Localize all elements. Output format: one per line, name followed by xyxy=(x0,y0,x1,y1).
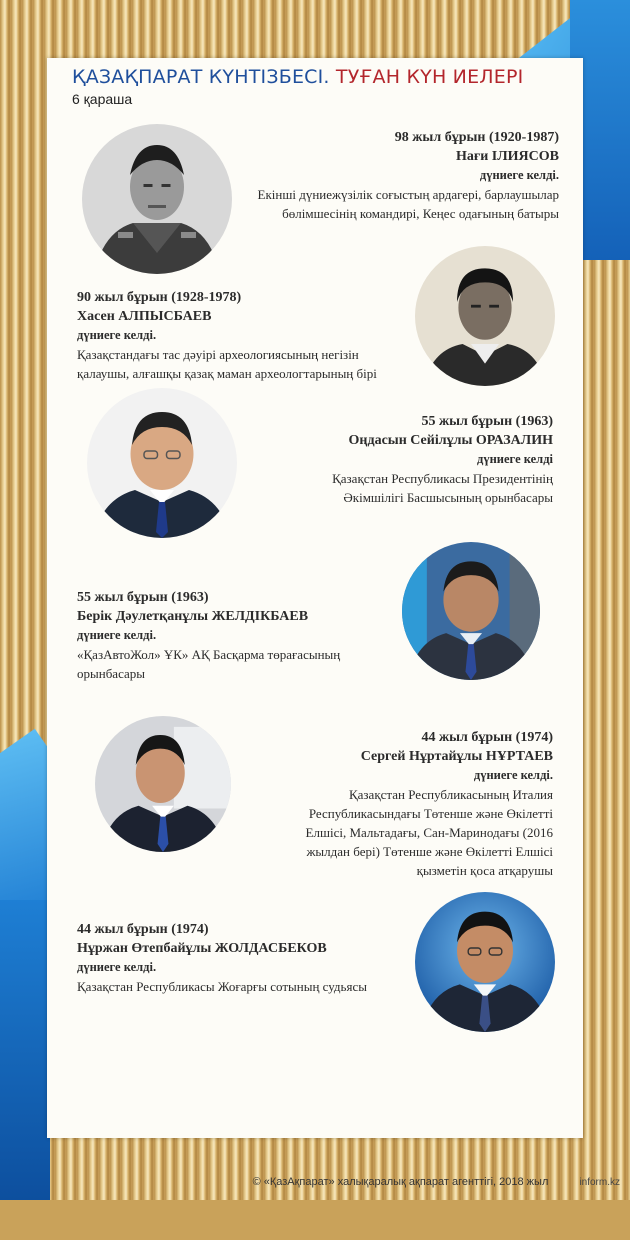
person-desc-line: Қазақстан Республикасы Президентінің xyxy=(332,471,553,486)
content-card xyxy=(47,58,583,1138)
footer-copyright: © «ҚазАқпарат» халықаралық ақпарат агенттігі, 2018 жыл xyxy=(252,1176,549,1188)
person-entry-2 xyxy=(77,288,407,383)
person-born: дүниеге келді. xyxy=(473,768,553,782)
person-entry-5 xyxy=(223,728,553,880)
person-desc-line: жылдан бері) Төтенше және Өкілетті Елшісі xyxy=(306,844,553,859)
portrait-photo-vintage-icon xyxy=(415,246,555,386)
person-desc-line: Елшісі, Мальтадағы, Сан-Маринодағы (2016 xyxy=(305,825,553,840)
person-photo-6 xyxy=(415,892,555,1032)
person-name: Сергей Нұртайұлы НҰРТАЕВ xyxy=(360,749,553,764)
title-agency: ҚАЗАҚПАРАТ КҮНТІЗБЕСІ. xyxy=(72,66,330,88)
portrait-photo-icon xyxy=(415,892,555,1032)
person-desc-line: Екінші дүниежүзілік соғыстың ардагері, барлаушылар xyxy=(257,187,559,202)
person-years: 44 жыл бұрын (1974) xyxy=(421,730,553,745)
person-name: Нағи ІЛИЯСОВ xyxy=(455,149,559,164)
person-years: 90 жыл бұрын (1928-1978) xyxy=(77,290,242,305)
person-born: дүниеге келді xyxy=(477,452,553,466)
person-photo-2 xyxy=(415,246,555,386)
person-desc-line: қызметін қоса атқарушы xyxy=(416,863,553,878)
person-name: Хасен АЛПЫСБАЕВ xyxy=(77,309,212,324)
portrait-photo-military-icon xyxy=(82,124,232,274)
blue-ribbon-bottom-left-edge xyxy=(0,900,50,1200)
person-desc-line: Әкімшілігі Басшысының орынбасары xyxy=(343,490,553,505)
person-born: дүниеге келді. xyxy=(77,328,157,342)
person-name: Оңдасын Сейілұлы ОРАЗАЛИН xyxy=(348,433,553,448)
person-desc-line: орынбасары xyxy=(77,666,146,681)
person-name: Берік Дәулетқанұлы ЖЕЛДІКБАЕВ xyxy=(77,609,309,624)
person-entry-6 xyxy=(77,920,417,996)
person-name: Нұржан Өтепбайұлы ЖОЛДАСБЕКОВ xyxy=(77,941,327,956)
person-years: 44 жыл бұрын (1974) xyxy=(77,922,209,937)
person-desc-line: «ҚазАвтоЖол» ҰК» АҚ Басқарма төрағасының xyxy=(77,647,341,662)
footer-brand: inform.kz xyxy=(579,1177,620,1188)
portrait-photo-icon xyxy=(95,716,231,852)
title-birthdays: ТУҒАН КҮН ИЕЛЕРІ xyxy=(335,66,524,88)
person-entry-4 xyxy=(77,588,407,683)
person-entry-3 xyxy=(253,412,553,507)
person-photo-3 xyxy=(87,388,237,538)
person-photo-1 xyxy=(82,124,232,274)
person-entry-1 xyxy=(239,128,559,223)
person-desc-line: қалаушы, алғашқы қазақ маман археологтарының бірі xyxy=(77,366,377,381)
portrait-photo-icon xyxy=(402,542,540,680)
person-desc-line: Республикасындағы Төтенше және Өкілетті xyxy=(308,806,553,821)
person-desc-line: бөлімшесінің командирі, Кеңес одағының батыры xyxy=(282,206,559,221)
page-title xyxy=(72,66,523,88)
person-desc-line: Қазақстандағы тас дәуірі археологиясының негізін xyxy=(77,347,359,362)
footer xyxy=(240,1176,620,1188)
person-desc-line: Қазақстан Республикасы Жоғарғы сотының судьясы xyxy=(77,979,367,994)
person-years: 55 жыл бұрын (1963) xyxy=(421,414,553,429)
person-born: дүниеге келді. xyxy=(77,960,157,974)
person-born: дүниеге келді. xyxy=(77,628,157,642)
person-photo-5 xyxy=(95,716,231,852)
person-years: 55 жыл бұрын (1963) xyxy=(77,590,209,605)
person-photo-4 xyxy=(402,542,540,680)
portrait-photo-icon xyxy=(87,388,237,538)
page-date: 6 қараша xyxy=(72,91,133,107)
person-desc-line: Қазақстан Республикасының Италия xyxy=(348,787,553,802)
person-years: 98 жыл бұрын (1920-1987) xyxy=(394,130,559,145)
person-born: дүниеге келді. xyxy=(479,168,559,182)
